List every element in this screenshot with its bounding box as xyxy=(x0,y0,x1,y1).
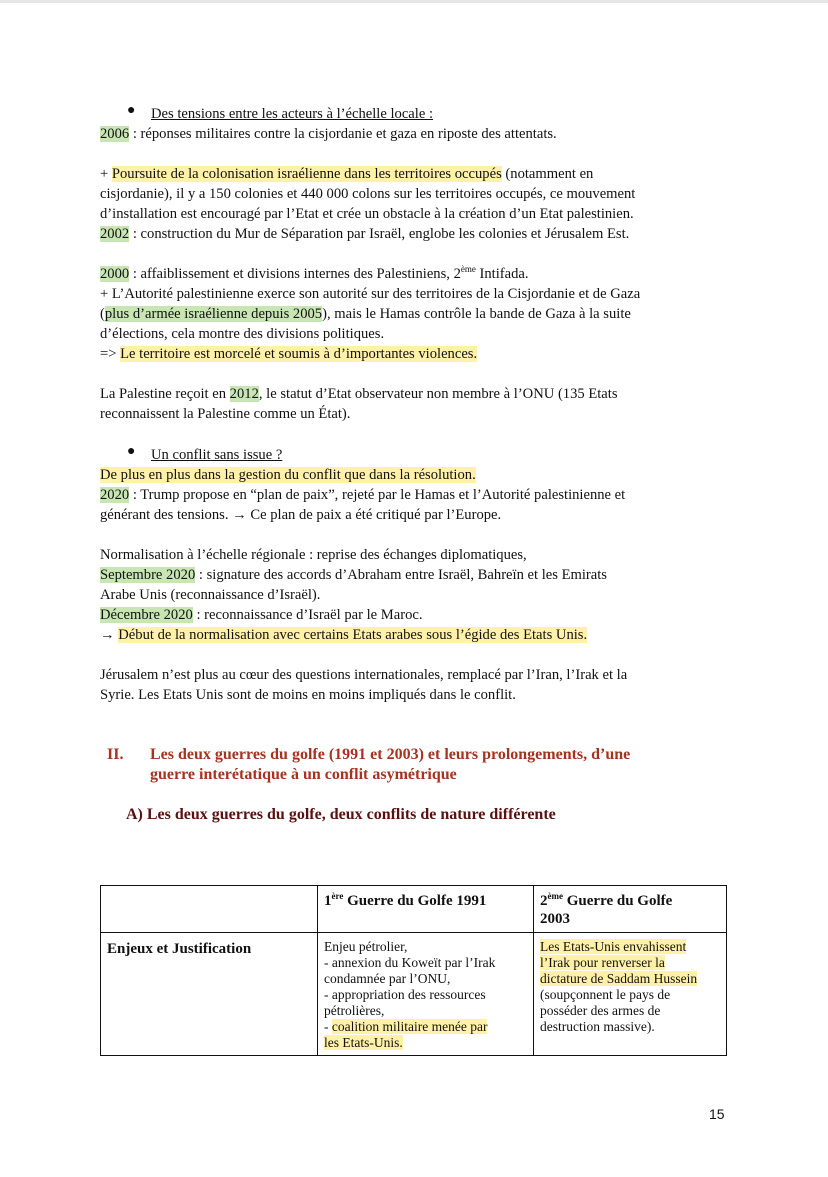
bullet-dot: ● xyxy=(127,103,136,118)
subsection-title: A) Les deux guerres du golfe, deux conflits de nature différente xyxy=(126,806,556,823)
table-cell-gulf-war-1: Enjeu pétrolier, - annexion du Koweït par l’Irak condamnée par l’ONU, - appropriation des ressources pétrolières, - coalition militaire menée par les Etats-Unis. xyxy=(318,933,534,1056)
top-border xyxy=(0,0,828,3)
date-highlight: 2020 xyxy=(100,487,130,503)
table-row-label: Enjeux et Justification xyxy=(101,933,318,1056)
bullet-dot: ● xyxy=(127,444,136,459)
key-highlight: Poursuite de la colonisation israélienne dans les territoires occupés xyxy=(111,166,502,182)
text-line: + Poursuite de la colonisation israélienne dans les territoires occupés (notamment en xyxy=(100,166,594,182)
text-line: 2020 : Trump propose en “plan de paix”, rejeté par le Hamas et l’Autorité palestinienne et xyxy=(100,487,626,503)
key-highlight: De plus en plus dans la gestion du conflit que dans la résolution. xyxy=(100,467,476,483)
section-title-line2: guerre interétatique à un conflit asymétrique xyxy=(150,766,457,783)
table-row xyxy=(101,933,727,1056)
bullet-heading-local-tensions: Des tensions entre les acteurs à l’échelle locale : xyxy=(151,106,434,122)
date-highlight: Septembre 2020 xyxy=(100,567,196,583)
text-line: La Palestine reçoit en 2012, le statut d’Etat observateur non membre à l’ONU (135 Etats xyxy=(100,386,618,402)
table-header-empty xyxy=(101,886,318,933)
text-line: 2002 : construction du Mur de Séparation par Israël, englobe les colonies et Jérusalem Est. xyxy=(100,226,630,242)
date-highlight: plus d’armée israélienne depuis 2005 xyxy=(104,306,323,322)
key-highlight: Début de la normalisation avec certains Etats arabes sous l’égide des Etats Unis. xyxy=(118,627,588,643)
key-highlight: Le territoire est morcelé et soumis à d’importantes violences. xyxy=(120,346,478,362)
text-line: → Début de la normalisation avec certains Etats arabes sous l’égide des Etats Unis. xyxy=(100,627,588,643)
text-line: reconnaissent la Palestine comme un État). xyxy=(100,406,351,422)
text-line: Normalisation à l’échelle régionale : reprise des échanges diplomatiques, xyxy=(100,547,527,563)
date-highlight: 2000 xyxy=(100,266,130,282)
text-line: Arabe Unis (reconnaissance d’Israël). xyxy=(100,587,321,603)
text-line: cisjordanie), il y a 150 colonies et 440 000 colons sur les territoires occupés, ce mouvement xyxy=(100,186,636,202)
text-line: Décembre 2020 : reconnaissance d’Israël par le Maroc. xyxy=(100,607,423,623)
text-line: Jérusalem n’est plus au cœur des questions internationales, remplacé par l’Iran, l’Irak et la xyxy=(100,667,628,683)
gulf-wars-table xyxy=(100,885,727,1056)
date-highlight: 2006 xyxy=(100,126,130,142)
text-line: générant des tensions. → Ce plan de paix a été critiqué par l’Europe. xyxy=(100,507,502,523)
section-number: II. xyxy=(107,746,124,763)
text-line: => Le territoire est morcelé et soumis à d’importantes violences. xyxy=(100,346,478,362)
text-line: 2000 : affaiblissement et divisions internes des Palestiniens, 2ème Intifada. xyxy=(100,264,529,282)
text-line: Syrie. Les Etats Unis sont de moins en moins impliqués dans le conflit. xyxy=(100,687,516,703)
date-highlight: 2002 xyxy=(100,226,130,242)
text-line: + L’Autorité palestinienne exerce son autorité sur des territoires de la Cisjordanie et de Gaza xyxy=(100,286,641,302)
text-line: d’installation est encouragé par l’Etat et crée un obstacle à la création d’un Etat palestinien. xyxy=(100,206,634,222)
table-header-gulf-war-2: 2ème Guerre du Golfe 2003 xyxy=(534,886,727,933)
table-cell-gulf-war-2: Les Etats-Unis envahissent l’Irak pour renverser la dictature de Saddam Hussein (soupçonnent le pays de posséder des armes de destruction massive). xyxy=(534,933,727,1056)
date-highlight: Décembre 2020 xyxy=(100,607,193,623)
table-header-row xyxy=(101,886,727,933)
date-highlight: 2012 xyxy=(229,386,259,402)
section-title-line1: Les deux guerres du golfe (1991 et 2003) et leurs prolongements, d’une xyxy=(150,746,631,763)
text-line: (plus d’armée israélienne depuis 2005), mais le Hamas contrôle la bande de Gaza à la suite xyxy=(100,306,631,322)
bullet-heading-conflict: Un conflit sans issue ? xyxy=(151,447,283,463)
text-line xyxy=(100,465,476,485)
text-line: 2006 : réponses militaires contre la cisjordanie et gaza en riposte des attentats. xyxy=(100,126,557,142)
text-line: Septembre 2020 : signature des accords d’Abraham entre Israël, Bahreïn et les Emirats xyxy=(100,567,607,583)
page-number: 15 xyxy=(709,1106,725,1122)
table-header-gulf-war-1: 1ère Guerre du Golfe 1991 xyxy=(318,886,534,933)
text-line: d’élections, cela montre des divisions politiques. xyxy=(100,326,385,342)
